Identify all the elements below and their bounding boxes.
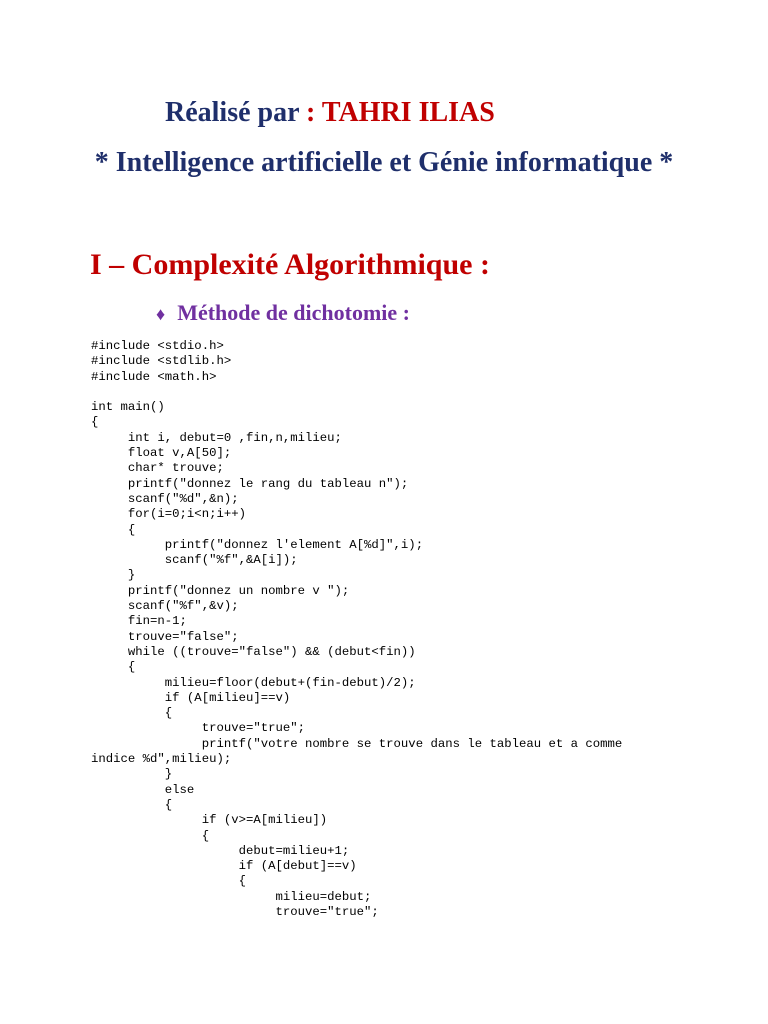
code-line: milieu=debut; xyxy=(91,889,372,904)
code-line: while ((trouve="false") && (debut<fin)) xyxy=(91,644,416,659)
code-line: if (A[milieu]==v) xyxy=(91,690,291,705)
code-line: { xyxy=(91,797,173,812)
code-line: printf("votre nombre se trouve dans le tableau et a comme xyxy=(91,736,623,751)
code-line: milieu=floor(debut+(fin-debut)/2); xyxy=(91,675,416,690)
code-line: fin=n-1; xyxy=(91,614,187,629)
code-line: #include <math.h> xyxy=(91,369,217,384)
code-line: scanf("%f",&A[i]); xyxy=(91,553,298,568)
code-line: #include <stdlib.h> xyxy=(91,354,232,369)
code-line: printf("donnez le rang du tableau n"); xyxy=(91,476,409,491)
document-subtitle: * Intelligence artificielle et Génie informatique * xyxy=(94,147,674,178)
code-line: printf("donnez un nombre v "); xyxy=(91,583,350,598)
code-listing xyxy=(91,339,622,920)
code-line: for(i=0;i<n;i++) xyxy=(91,507,246,522)
author-line xyxy=(165,95,495,131)
code-line: else xyxy=(91,782,195,797)
author-name: TAHRI ILIAS xyxy=(321,97,495,128)
section-title: I – Complexité Algorithmique : xyxy=(90,248,490,281)
diamond-bullet-icon: ♦ xyxy=(156,304,166,324)
code-line: { xyxy=(91,660,136,675)
code-line: trouve="false"; xyxy=(91,629,239,644)
code-line: #include <stdio.h> xyxy=(91,339,224,353)
author-separator: : xyxy=(299,97,322,128)
code-line: trouve="true"; xyxy=(91,721,306,736)
code-line: if (v>=A[milieu]) xyxy=(91,813,328,828)
code-line: indice %d",milieu); xyxy=(91,752,232,767)
code-line: { xyxy=(91,415,99,430)
code-line xyxy=(91,385,622,400)
code-line: { xyxy=(91,522,136,537)
code-line: { xyxy=(91,706,173,721)
code-line: trouve="true"; xyxy=(91,904,379,919)
code-line: } xyxy=(91,767,173,782)
code-line: scanf("%f",&v); xyxy=(91,599,239,614)
code-line: debut=milieu+1; xyxy=(91,843,350,858)
code-line: if (A[debut]==v) xyxy=(91,859,357,874)
code-line: int i, debut=0 ,fin,n,milieu; xyxy=(91,430,342,445)
code-line: int main() xyxy=(91,400,165,415)
code-line: { xyxy=(91,874,246,889)
code-line: } xyxy=(91,568,136,583)
sub-heading-label: Méthode de dichotomie : xyxy=(177,300,410,325)
code-line: scanf("%d",&n); xyxy=(91,491,239,506)
code-line: printf("donnez l'element A[%d]",i); xyxy=(91,537,424,552)
code-line: char* trouve; xyxy=(91,461,224,476)
author-label: Réalisé par xyxy=(165,97,300,128)
code-line: float v,A[50]; xyxy=(91,446,232,461)
code-line: { xyxy=(91,828,210,843)
sub-heading xyxy=(156,298,410,329)
